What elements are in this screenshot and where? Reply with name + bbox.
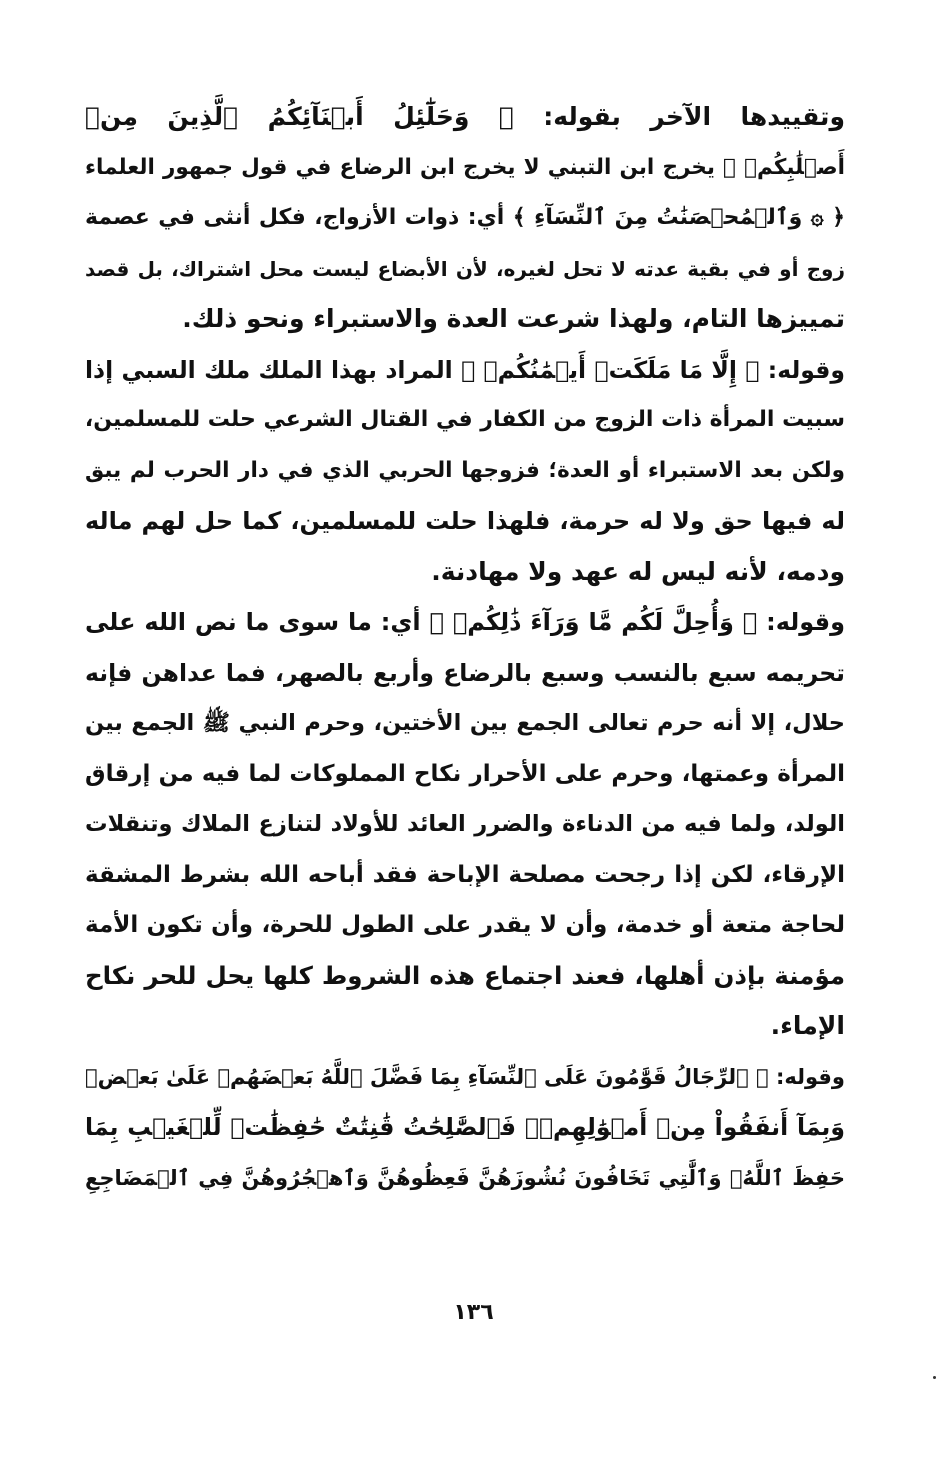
text-line: الإرقاء، لكن إذا رجحت مصلحة الإباحة فقد أباحه الله بشرط المشقة (85, 861, 845, 888)
text-line: زوج أو في بقية عدته لا تحل لغيره، لأن الأبضاع ليست محل اشتراك، بل قصد (85, 256, 845, 281)
text-line: المرأة وعمتها، وحرم على الأحرار نكاح المملوكات لما فيه من إرقاق (85, 760, 845, 787)
page-number: ١٣٦ (453, 1300, 494, 1325)
text-line: حَفِظَ ٱللَّهُۚ وَٱلَّٰتِي تَخَافُونَ نُشُوزَهُنَّ فَعِظُوهُنَّ وَٱهۡجُرُوهُنَّ فِي ٱلۡمَضَاجِعِ (85, 1165, 845, 1190)
body-text (85, 92, 845, 1203)
text-line: حلال، إلا أنه حرم تعالى الجمع بين الأختين، وحرم النبي ﷺ الجمع بين (85, 710, 845, 736)
text-line: ﴿ ۞ وَٱلۡمُحۡصَنَٰتُ مِنَ ٱلنِّسَآءِ ﴾ أي: ذوات الأزواج، فكل أنثى في عصمة (85, 205, 845, 230)
text-line: وَبِمَآ أَنفَقُواْ مِنۡ أَمۡوَٰلِهِمۡۚ فَٱلصَّٰلِحَٰتُ قَٰنِتَٰتٌ حَٰفِظَٰتٞ لِّلۡغَيۡبِ بِمَا (85, 1113, 845, 1141)
text-line: وقوله: ﴿ ٱلرِّجَالُ قَوَّٰمُونَ عَلَى ٱلنِّسَآءِ بِمَا فَضَّلَ ٱللَّهُ بَعۡضَهُمۡ عَلَىٰ بَعۡضٖ (85, 1064, 845, 1089)
text-line: أَصۡلَٰبِكُمۡ ﴾ يخرج ابن التبني لا يخرج ابن الرضاع في قول جمهور العلماء (85, 154, 845, 180)
paragraph-last-line: الإماء. (770, 1011, 845, 1040)
text-line: وقوله: ﴿ إِلَّا مَا مَلَكَتۡ أَيۡمَٰنُكُمۡ ﴾ المراد بهذا الملك ملك السبي إذا (85, 355, 845, 384)
text-line: لحاجة متعة أو خدمة، وأن لا يقدر على الطول للحرة، وأن تكون الأمة (85, 912, 845, 938)
text-line: ولكن بعد الاستبراء أو العدة؛ فزوجها الحربي الذي في دار الحرب لم يبق (85, 457, 845, 483)
text-line: وتقييدها الآخر بقوله: ﴿ وَحَلَٰٓئِلُ أَبۡنَآئِكُمُ ٱلَّذِينَ مِنۡ (85, 102, 845, 131)
text-line: الولد، ولما فيه من الدناءة والضرر العائد للأولاد لتنازع الملاك وتنقلات (85, 811, 845, 837)
text-line: تحريمه سبع بالنسب وسبع بالرضاع وأربع بالصهر، فما عداهن فإنه (85, 658, 845, 687)
text-line: له فيها حق ولا له حرمة، فلهذا حلت للمسلمين، كما حل لهم ماله (85, 507, 845, 535)
scan-speck (933, 1376, 936, 1379)
text-line: وقوله: ﴿ وَأُحِلَّ لَكُم مَّا وَرَآءَ ذَٰلِكُمۡ ﴾ أي: ما سوى ما نص الله على (85, 608, 845, 636)
paragraph-last-line: تمييزها التام، ولهذا شرعت العدة والاستبراء ونحو ذلك. (182, 304, 845, 333)
text-line: مؤمنة بإذن أهلها، فعند اجتماع هذه الشروط كلها يحل للحر نكاح (85, 960, 845, 990)
paragraph-last-line: ودمه، لأنه ليس له عهد ولا مهادنة. (431, 556, 845, 586)
text-line: سبيت المرأة ذات الزوج من الكفار في القتال الشرعي حلت للمسلمين، (85, 407, 845, 432)
